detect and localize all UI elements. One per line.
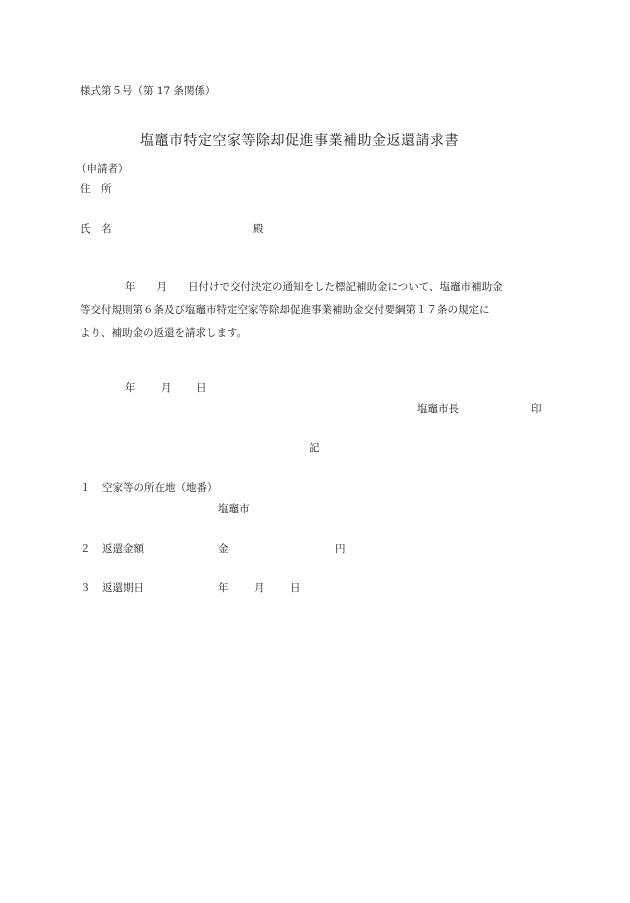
item-1-label: 空家等の所在地（地番） [102, 482, 218, 494]
item-2-prefix: 金 [218, 543, 229, 555]
date-month: 月 [161, 382, 172, 394]
item-3-month: 月 [254, 582, 265, 594]
paragraph-line-1: 年 月 日付けで交付決定の通知をした標記補助金について、塩竈市補助金 [125, 281, 503, 293]
paragraph-line-3: より、補助金の返還を請求します。 [80, 327, 248, 339]
honorific: 殿 [253, 223, 264, 235]
item-2-suffix: 円 [335, 543, 346, 555]
document-title: 塩竈市特定空家等除却促進事業補助金返還請求書 [140, 133, 459, 149]
item-3-year: 年 [218, 582, 229, 594]
item-1-value: 塩竈市 [218, 503, 250, 515]
name-label: 氏 名 [80, 223, 112, 235]
request-paragraph [80, 276, 550, 345]
paragraph-line-2: 等交付規則第６条及び塩竈市特定空家等除却促進事業補助金交付要綱第１７条の規定に [80, 304, 490, 316]
seal-mark: 印 [531, 403, 542, 415]
item-2-label: 返還金額 [102, 543, 144, 555]
applicant-heading: （申請者） [76, 163, 129, 175]
mayor-label: 塩竈市長 [417, 403, 459, 415]
address-label: 住 所 [80, 183, 112, 195]
form-label: 様式第５号（第 17 条関係） [80, 85, 216, 97]
item-3-label: 返還期日 [102, 582, 144, 594]
item-3-day: 日 [290, 582, 301, 594]
date-year: 年 [125, 382, 136, 394]
item-1-number: １ [80, 482, 91, 494]
date-day: 日 [196, 382, 207, 394]
item-2-number: ２ [80, 543, 91, 555]
ki-heading: 記 [309, 442, 320, 454]
item-3-number: ３ [80, 582, 91, 594]
